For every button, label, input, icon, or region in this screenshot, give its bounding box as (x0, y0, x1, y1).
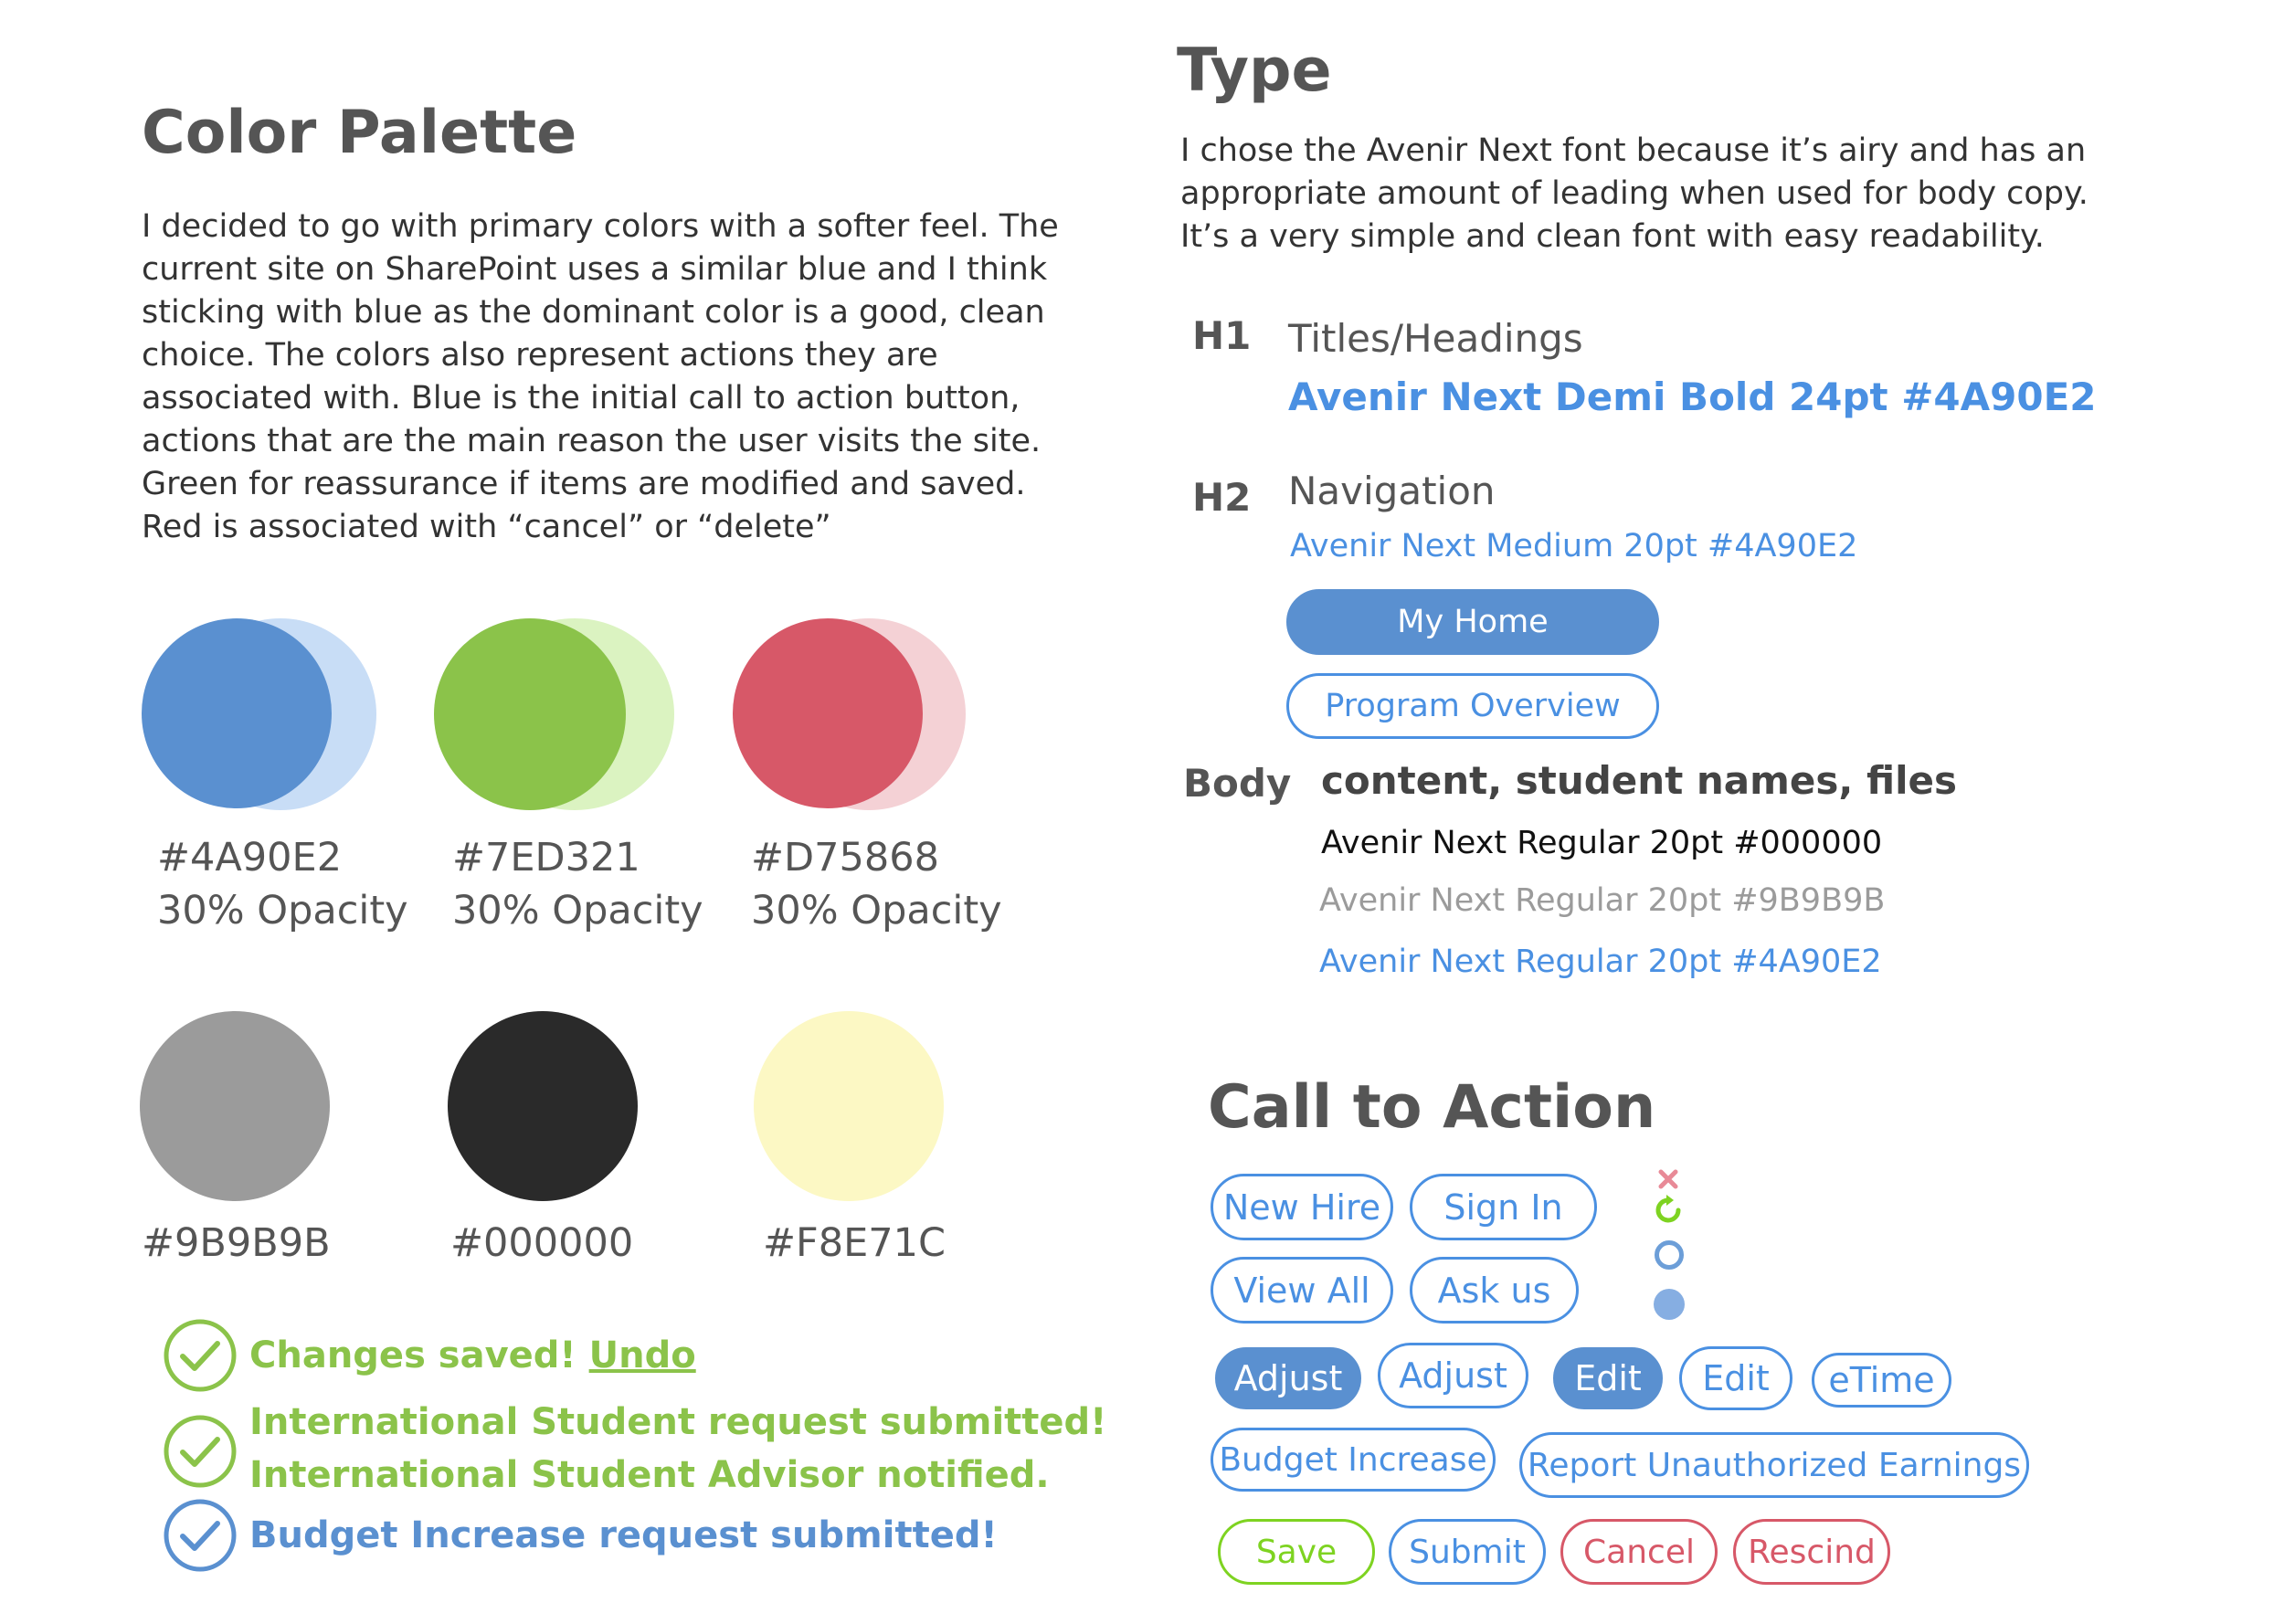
report-unauthorized-earnings-button[interactable]: Report Unauthorized Earnings (1519, 1432, 2029, 1498)
h1-spec: Avenir Next Demi Bold 24pt #4A90E2 (1288, 374, 2097, 419)
swatch-opacity: 30% Opacity (157, 888, 408, 933)
edit-filled-button[interactable]: Edit (1553, 1347, 1663, 1409)
radio-empty-icon[interactable] (1655, 1240, 1684, 1270)
submit-button[interactable]: Submit (1389, 1519, 1546, 1585)
gray-swatch-hex: #9B9B9B (142, 1220, 331, 1266)
type-title: Type (1177, 37, 1332, 105)
undo-link[interactable]: Undo (588, 1334, 696, 1376)
adjust-filled-button[interactable]: Adjust (1215, 1347, 1361, 1409)
etime-button[interactable]: eTime (1812, 1353, 1951, 1408)
sign-in-button[interactable]: Sign In (1410, 1174, 1597, 1240)
blue-swatch-caption (157, 831, 408, 937)
swatch-hex: #4A90E2 (157, 835, 343, 881)
description-line: sticking with blue as the dominant color is a good, clean (142, 294, 1045, 331)
rescind-button[interactable]: Rescind (1733, 1519, 1890, 1585)
h1-heading: Titles/Headings (1288, 316, 1583, 361)
edit-outline-button[interactable]: Edit (1679, 1346, 1792, 1410)
h2-spec: Avenir Next Medium 20pt #4A90E2 (1290, 528, 1858, 564)
description-line: Red is associated with “cancel” or “delete” (142, 509, 831, 545)
h2-heading: Navigation (1288, 469, 1496, 513)
budget-increase-message: Budget Increase request submitted! (249, 1514, 998, 1556)
radio-filled-icon[interactable] (1654, 1289, 1685, 1320)
color-palette-description (142, 206, 1059, 549)
yellow-swatch (754, 1011, 944, 1201)
changes-saved-text: Changes saved! (249, 1334, 576, 1376)
changes-saved-message (249, 1329, 696, 1382)
description-line: I decided to go with primary colors with a softer feel. The (142, 208, 1059, 245)
body-heading: content, student names, files (1321, 758, 1957, 803)
description-line: It’s a very simple and clean font with easy readability. (1180, 218, 2045, 255)
description-line: I chose the Avenir Next font because it’s airy and has an (1180, 132, 2087, 169)
swatch-hex: #D75868 (751, 835, 939, 881)
my-home-nav-button[interactable]: My Home (1286, 589, 1659, 655)
close-icon[interactable] (1655, 1166, 1681, 1192)
color-palette-title: Color Palette (142, 99, 577, 167)
description-line: current site on SharePoint uses a similar blue and I think (142, 251, 1048, 288)
description-line: appropriate amount of leading when used for body copy. (1180, 175, 2088, 212)
refresh-icon[interactable] (1652, 1193, 1687, 1228)
body-spec-blue: Avenir Next Regular 20pt #4A90E2 (1319, 944, 1882, 980)
h2-label: H2 (1192, 475, 1252, 520)
black-swatch (448, 1011, 638, 1201)
check-circle-icon (163, 1498, 238, 1573)
body-label: Body (1183, 761, 1292, 806)
body-spec-black: Avenir Next Regular 20pt #000000 (1321, 825, 1883, 861)
green-swatch-caption (452, 831, 703, 937)
gray-swatch (140, 1011, 330, 1201)
ask-us-button[interactable]: Ask us (1410, 1257, 1579, 1323)
check-circle-icon (163, 1414, 238, 1489)
view-all-button[interactable]: View All (1211, 1257, 1393, 1323)
swatch-opacity: 30% Opacity (751, 888, 1002, 933)
green-swatch (434, 618, 626, 810)
description-line: associated with. Blue is the initial call to action button, (142, 380, 1020, 417)
budget-increase-button[interactable]: Budget Increase (1211, 1428, 1496, 1492)
check-circle-icon (163, 1318, 238, 1393)
red-swatch-caption (751, 831, 1002, 937)
blue-swatch (142, 618, 332, 808)
cancel-button[interactable]: Cancel (1560, 1519, 1718, 1585)
swatch-opacity: 30% Opacity (452, 888, 703, 933)
yellow-swatch-hex: #F8E71C (763, 1220, 946, 1266)
save-button[interactable]: Save (1218, 1519, 1375, 1585)
adjust-outline-button[interactable]: Adjust (1378, 1343, 1528, 1408)
swatch-hex: #7ED321 (452, 835, 640, 881)
new-hire-button[interactable]: New Hire (1211, 1174, 1393, 1240)
description-line: actions that are the main reason the user visits the site. (142, 423, 1042, 459)
description-line: choice. The colors also represent actions they are (142, 337, 938, 374)
red-swatch (733, 618, 923, 808)
body-spec-gray: Avenir Next Regular 20pt #9B9B9B (1319, 882, 1886, 919)
international-student-message (249, 1396, 1106, 1502)
h1-label: H1 (1192, 313, 1252, 358)
call-to-action-title: Call to Action (1208, 1073, 1656, 1142)
message-line: International Student request submitted! (249, 1401, 1107, 1443)
program-overview-nav-button[interactable]: Program Overview (1286, 673, 1659, 739)
message-line: International Student Advisor notified. (249, 1454, 1050, 1496)
black-swatch-hex: #000000 (450, 1220, 634, 1266)
type-description (1180, 130, 2088, 258)
description-line: Green for reassurance if items are modified and saved. (142, 466, 1026, 502)
